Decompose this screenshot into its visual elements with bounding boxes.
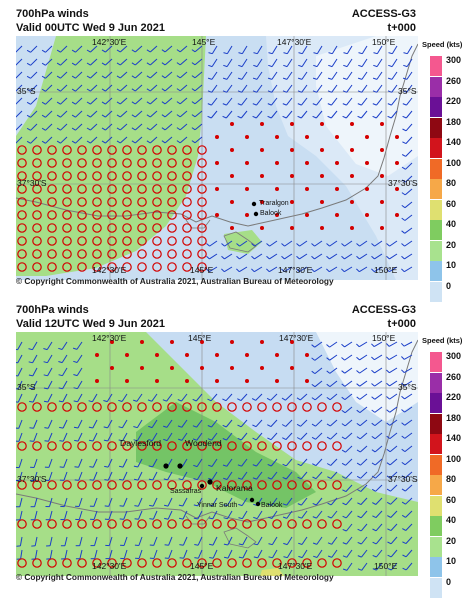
calm-marker: [245, 353, 249, 357]
lat-label-left-1: 35°S: [17, 86, 36, 96]
legend-swatch: [430, 97, 442, 117]
calm-marker: [95, 353, 99, 357]
lon-label-top-4: 150°E: [372, 333, 395, 343]
calm-marker: [350, 174, 354, 178]
lon-label-bottom-4: 150°E: [374, 561, 397, 571]
legend-label: 40: [446, 515, 456, 525]
calm-marker: [305, 187, 309, 191]
place-marker-balook: [256, 502, 260, 506]
calm-marker: [260, 226, 264, 230]
calm-marker: [260, 122, 264, 126]
place-label-balook: Balook: [260, 210, 281, 217]
place-label-traralgon: Traralgon: [259, 200, 289, 207]
legend-swatch: [430, 557, 442, 577]
legend-label: 300: [446, 351, 461, 361]
lon-label-top-2: 145°E: [192, 37, 215, 47]
calm-marker: [320, 174, 324, 178]
calm-marker: [185, 353, 189, 357]
lon-label-top-3: 147°30'E: [279, 333, 313, 343]
calm-marker: [260, 148, 264, 152]
calm-marker: [230, 148, 234, 152]
legend-swatch: [430, 352, 442, 372]
calm-marker: [305, 353, 309, 357]
wind-barb-flag: [209, 558, 213, 559]
legend-label: 80: [446, 474, 456, 484]
legend-label: 260: [446, 76, 461, 86]
legend-swatch: [430, 200, 442, 220]
legend-label: 140: [446, 137, 461, 147]
calm-marker: [290, 200, 294, 204]
wind-barb-flag: [104, 466, 108, 467]
legend-swatch: [430, 373, 442, 393]
calm-marker: [350, 148, 354, 152]
legend-label: 100: [446, 158, 461, 168]
legend-label: 300: [446, 55, 461, 65]
lat-label-right-1: 35°S: [398, 382, 417, 392]
legend-swatch: [430, 496, 442, 516]
calm-marker: [290, 148, 294, 152]
model-name: ACCESS-G3: [352, 304, 416, 316]
calm-marker: [140, 366, 144, 370]
legend-label: 20: [446, 240, 456, 250]
panel-title-line1: 700hPa winds: [16, 304, 89, 316]
lon-label-bottom-3: 147°30'E: [278, 561, 312, 571]
calm-marker: [230, 200, 234, 204]
wind-barb-flag: [29, 401, 33, 402]
legend-swatch: [430, 159, 442, 179]
place-label-balook: Balook: [261, 502, 282, 509]
legend-swatch: [430, 393, 442, 413]
legend-swatch: [430, 434, 442, 454]
legend-label: 10: [446, 556, 456, 566]
lat-label-right-2: 37°30'S: [388, 178, 418, 188]
calm-marker: [290, 226, 294, 230]
legend-label: 220: [446, 96, 461, 106]
calm-marker: [350, 226, 354, 230]
calm-marker: [200, 366, 204, 370]
legend-swatch: [430, 220, 442, 240]
legend-label: 180: [446, 117, 461, 127]
wind-barb-flag: [165, 545, 169, 546]
calm-marker: [320, 200, 324, 204]
lat-label-left-2: 37°30'S: [17, 474, 47, 484]
calm-marker: [230, 226, 234, 230]
wind-map-00utc: [16, 36, 418, 280]
wind-barb-flag: [119, 479, 123, 480]
calm-marker: [245, 187, 249, 191]
lat-label-right-1: 35°S: [398, 86, 417, 96]
calm-marker: [335, 187, 339, 191]
wind-barb-flag: [105, 506, 109, 507]
chart-panel-00utc: [0, 0, 472, 290]
legend-swatch: [430, 578, 442, 598]
calm-marker: [140, 340, 144, 344]
wind-barb-flag: [75, 480, 79, 481]
calm-marker: [215, 161, 219, 165]
legend-label: 100: [446, 454, 461, 464]
calm-marker: [230, 340, 234, 344]
lon-label-bottom-2: 145°E: [190, 265, 213, 275]
wind-barb-flag: [44, 428, 48, 429]
calm-marker: [110, 366, 114, 370]
calm-marker: [335, 213, 339, 217]
forecast-step: t+000: [388, 22, 416, 34]
lon-label-bottom-2: 145°E: [190, 561, 213, 571]
lat-label-left-2: 37°30'S: [17, 178, 47, 188]
wind-map-svg: [16, 36, 418, 280]
wind-barb-flag: [120, 519, 124, 520]
legend-swatch: [430, 475, 442, 495]
legend-label: 140: [446, 433, 461, 443]
place-marker-woodend: [177, 463, 182, 468]
speed-legend: [430, 352, 442, 572]
wind-barb-flag: [59, 441, 63, 442]
calm-marker: [335, 161, 339, 165]
panel-title-line1: 700hPa winds: [16, 8, 89, 20]
calm-marker: [245, 213, 249, 217]
wind-barb-flag: [134, 506, 138, 507]
lon-label-bottom-1: 142°30'E: [92, 561, 126, 571]
lon-label-top-2: 145°E: [188, 333, 211, 343]
calm-marker: [245, 135, 249, 139]
wind-map-12utc: [16, 332, 418, 576]
place-label-kalorama: Kalorama: [216, 483, 253, 493]
calm-marker: [260, 340, 264, 344]
wind-barb-flag: [45, 441, 49, 442]
calm-marker: [380, 226, 384, 230]
place-marker-traralgon: [252, 202, 256, 206]
calm-marker: [350, 200, 354, 204]
legend-title: Speed (kts): [422, 40, 462, 49]
legend-swatch: [430, 261, 442, 281]
wind-map-svg: [16, 332, 418, 576]
legend-swatch: [430, 455, 442, 475]
lon-label-top-4: 150°E: [372, 37, 395, 47]
wind-barb-flag: [90, 480, 94, 481]
calm-marker: [350, 122, 354, 126]
calm-marker: [305, 213, 309, 217]
legend-label: 180: [446, 413, 461, 423]
wind-barb-flag: [104, 480, 108, 481]
model-name: ACCESS-G3: [352, 8, 416, 20]
wind-barb-flag: [60, 467, 64, 468]
copyright-notice: © Copyright Commonwealth of Australia 2021, Australian Bureau of Meteorology: [16, 572, 334, 582]
chart-panel-12utc: [0, 296, 472, 589]
wind-barb-flag: [180, 558, 184, 559]
wind-barb-flag: [179, 545, 183, 546]
calm-marker: [305, 161, 309, 165]
lat-label-left-1: 35°S: [17, 382, 36, 392]
calm-marker: [230, 366, 234, 370]
calm-marker: [365, 187, 369, 191]
legend-swatch: [430, 516, 442, 536]
wind-barb-flag: [149, 505, 153, 506]
wind-barb-flag: [30, 428, 34, 429]
calm-marker: [245, 379, 249, 383]
wind-barb-flag: [16, 428, 19, 429]
calm-marker: [215, 353, 219, 357]
calm-marker: [260, 174, 264, 178]
legend-swatch: [430, 241, 442, 261]
legend-swatch: [430, 56, 442, 76]
calm-marker: [290, 122, 294, 126]
calm-marker: [230, 122, 234, 126]
panel-title-line2: Valid 12UTC Wed 9 Jun 2021: [16, 318, 165, 330]
legend-label: 40: [446, 219, 456, 229]
legend-label: 60: [446, 495, 456, 505]
calm-marker: [215, 187, 219, 191]
calm-marker: [365, 135, 369, 139]
calm-marker: [215, 213, 219, 217]
copyright-notice: © Copyright Commonwealth of Australia 2021, Australian Bureau of Meteorology: [16, 276, 334, 286]
wind-barb-flag: [89, 467, 93, 468]
wind-barb-flag: [16, 402, 18, 403]
calm-marker: [320, 148, 324, 152]
legend-label: 10: [446, 260, 456, 270]
lon-label-top-1: 142°30'E: [92, 333, 126, 343]
lon-label-top-3: 147°30'E: [277, 37, 311, 47]
calm-marker: [155, 379, 159, 383]
place-label-woodend: Woodend: [185, 438, 222, 448]
wind-barb-flag: [75, 467, 79, 468]
calm-marker: [170, 340, 174, 344]
calm-marker: [395, 161, 399, 165]
forecast-step: t+000: [388, 318, 416, 330]
calm-marker: [305, 379, 309, 383]
legend-swatch: [430, 414, 442, 434]
calm-marker: [395, 213, 399, 217]
calm-marker: [275, 187, 279, 191]
wind-barb-flag: [74, 440, 78, 441]
calm-marker: [365, 161, 369, 165]
calm-marker: [275, 353, 279, 357]
calm-marker: [185, 379, 189, 383]
wind-barb-flag: [194, 545, 198, 546]
wind-barb-flag: [149, 519, 153, 520]
panel-title-line2: Valid 00UTC Wed 9 Jun 2021: [16, 22, 165, 34]
place-marker-yinnar-south: [250, 498, 254, 502]
calm-marker: [215, 135, 219, 139]
place-marker-daylesford: [163, 463, 168, 468]
calm-marker: [395, 135, 399, 139]
calm-marker: [215, 379, 219, 383]
calm-marker: [335, 135, 339, 139]
calm-marker: [365, 213, 369, 217]
calm-marker: [230, 174, 234, 178]
place-marker-kalorama: [207, 479, 212, 484]
legend-swatch: [430, 537, 442, 557]
calm-marker: [275, 379, 279, 383]
calm-marker: [170, 366, 174, 370]
calm-marker: [155, 353, 159, 357]
place-label-daylesford: Daylesford: [120, 438, 161, 448]
place-label-sassafras: Sassafras: [170, 488, 201, 495]
calm-marker: [320, 226, 324, 230]
lon-label-bottom-1: 142°30'E: [92, 265, 126, 275]
legend-swatch: [430, 179, 442, 199]
calm-marker: [260, 366, 264, 370]
calm-marker: [320, 122, 324, 126]
legend-label: 0: [446, 281, 451, 291]
calm-marker: [290, 174, 294, 178]
wind-barb-flag: [30, 441, 34, 442]
wind-barb-flag: [59, 427, 63, 428]
wind-barb-flag: [135, 519, 139, 520]
calm-marker: [275, 135, 279, 139]
lon-label-bottom-4: 150°E: [374, 265, 397, 275]
legend-label: 220: [446, 392, 461, 402]
legend-swatch: [430, 118, 442, 138]
calm-marker: [290, 366, 294, 370]
calm-marker: [95, 379, 99, 383]
calm-marker: [380, 148, 384, 152]
calm-marker: [245, 161, 249, 165]
calm-marker: [125, 379, 129, 383]
legend-label: 0: [446, 577, 451, 587]
legend-label: 60: [446, 199, 456, 209]
lon-label-bottom-3: 147°30'E: [278, 265, 312, 275]
calm-marker: [305, 135, 309, 139]
lat-label-right-2: 37°30'S: [388, 474, 418, 484]
legend-label: 20: [446, 536, 456, 546]
legend-label: 80: [446, 178, 456, 188]
calm-marker: [125, 353, 129, 357]
legend-label: 260: [446, 372, 461, 382]
calm-marker: [380, 200, 384, 204]
place-label-yinnar-south: Yinnar South: [197, 502, 237, 509]
calm-marker: [380, 174, 384, 178]
calm-marker: [275, 161, 279, 165]
legend-title: Speed (kts): [422, 336, 462, 345]
legend-swatch: [430, 77, 442, 97]
legend-swatch: [430, 138, 442, 158]
speed-legend: [430, 56, 442, 276]
wind-barb-flag: [120, 506, 124, 507]
place-marker-balook: [254, 212, 258, 216]
calm-marker: [380, 122, 384, 126]
lon-label-top-1: 142°30'E: [92, 37, 126, 47]
wind-barb-flag: [194, 558, 198, 559]
